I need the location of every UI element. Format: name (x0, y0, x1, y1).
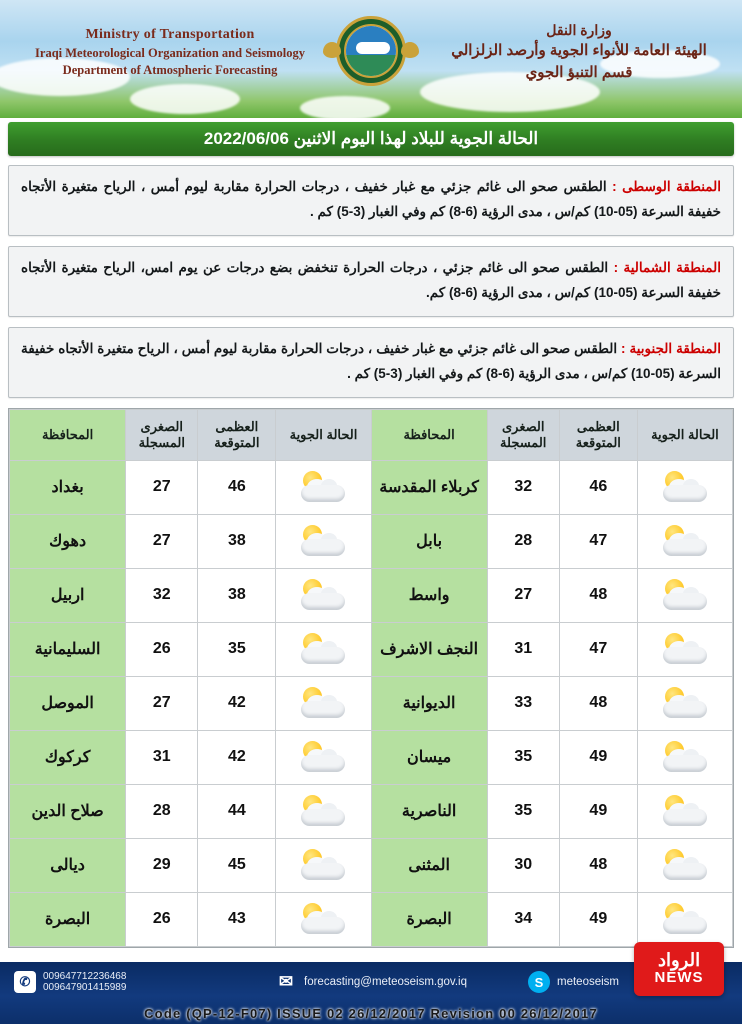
region-label-northern: المنطقة الشمالية : (613, 259, 721, 275)
sun-behind-cloud-icon (297, 632, 349, 666)
cell-gov-right: السليمانية (10, 622, 126, 676)
cell-state-right (276, 838, 371, 892)
table-row (10, 892, 733, 946)
cell-min-right: 26 (126, 892, 198, 946)
cell-state-right (276, 514, 371, 568)
cell-state-right (276, 622, 371, 676)
region-text-southern: الطقس صحو الى غائم جزئي مع غبار خفيف ، درجات الحرارة مقاربة ليوم أمس ، الرياح متغيرة الأتجاه خفيفة السرعة (05-10) كم/س ، مدى الرؤية (6-8) كم وفي الغبار (3-5) كم . (21, 340, 721, 381)
document-code-text: Code (QP-12-F07) ISSUE 02 26/12/2017 Revision 00 26/12/2017 (144, 1005, 598, 1021)
col-header-max-left (559, 409, 637, 460)
cell-max-left: 48 (559, 676, 637, 730)
col-header-max-right-l2: المتوقعة (214, 434, 260, 450)
cell-min-right: 27 (126, 676, 198, 730)
sun-behind-cloud-icon (659, 848, 711, 882)
cell-max-right: 35 (198, 622, 276, 676)
table-row (10, 568, 733, 622)
ministry-title-arabic (434, 20, 724, 84)
table-row (10, 460, 733, 514)
cell-max-right: 44 (198, 784, 276, 838)
cell-max-left: 46 (559, 460, 637, 514)
cell-state-left (637, 784, 732, 838)
col-header-min-left (487, 409, 559, 460)
cell-gov-right: اربيل (10, 568, 126, 622)
cell-gov-right: كركوك (10, 730, 126, 784)
col-header-gov-right: المحافظة (10, 409, 126, 460)
cell-gov-left: النجف الاشرف (371, 622, 487, 676)
skype-handle[interactable]: meteoseism (557, 976, 619, 988)
ministry-ar-line-1: وزارة النقل (546, 22, 612, 38)
cell-max-right: 42 (198, 676, 276, 730)
cell-max-right: 45 (198, 838, 276, 892)
region-label-southern: المنطقة الجنوبية : (621, 340, 721, 356)
cell-state-left (637, 892, 732, 946)
sun-behind-cloud-icon (297, 794, 349, 828)
col-header-min-right (126, 409, 198, 460)
cloud-decor (130, 84, 240, 114)
col-header-max-left-l1: العظمى (576, 418, 620, 434)
region-text-northern: الطقس صحو الى غائم جزئي ، درجات الحرارة تنخفض بضع درجات عن يوم امس، الرياح متغيرة الأتجاه خفيفة السرعة (05-10) كم/س ، مدى الرؤية (6-8) كم. (21, 259, 721, 300)
cell-state-left (637, 514, 732, 568)
sun-behind-cloud-icon (297, 524, 349, 558)
col-header-state-left: الحالة الجوية (637, 409, 732, 460)
news-badge-arabic: الرواد (657, 950, 701, 970)
table-row (10, 676, 733, 730)
news-watermark-badge (634, 942, 724, 996)
region-text-central: الطقس صحو الى غائم جزئي مع غبار خفيف ، درجات الحرارة مقاربة ليوم أمس ، الرياح متغيرة الأتجاه خفيفة السرعة (05-10) كم/س ، مدى الرؤية (6-8) كم وفي الغبار (3-5) كم . (21, 179, 721, 219)
cell-max-right: 38 (198, 514, 276, 568)
cell-state-left (637, 730, 732, 784)
col-header-max-left-l2: المتوقعة (575, 434, 621, 450)
col-header-max-right-l1: العظمى (215, 418, 259, 434)
table-row (10, 514, 733, 568)
cell-gov-left: واسط (371, 568, 487, 622)
cell-gov-right: ديالى (10, 838, 126, 892)
cell-min-right: 27 (126, 460, 198, 514)
ministry-line-1: Ministry of Transportation (85, 27, 255, 42)
sun-behind-cloud-icon (297, 470, 349, 504)
table-row (10, 730, 733, 784)
phone-number-1: 009647712236468 (43, 970, 127, 982)
sun-behind-cloud-icon (659, 470, 711, 504)
skype-icon: S (528, 971, 550, 993)
footer-phone (14, 971, 214, 994)
cell-gov-right: الموصل (10, 676, 126, 730)
cell-max-left: 47 (559, 514, 637, 568)
cell-gov-left: الديوانية (371, 676, 487, 730)
cell-max-right: 43 (198, 892, 276, 946)
cell-max-right: 38 (198, 568, 276, 622)
cell-min-left: 27 (487, 568, 559, 622)
cell-max-left: 48 (559, 838, 637, 892)
cell-state-left (637, 838, 732, 892)
col-header-min-left-l2: المسجلة (500, 434, 547, 450)
document-code-line (0, 1002, 742, 1024)
page-footer (0, 962, 742, 1024)
forecast-block-northern (8, 246, 734, 317)
ministry-line-3: Department of Atmospheric Forecasting (62, 62, 278, 77)
cell-gov-left: المثنى (371, 838, 487, 892)
cell-max-left: 47 (559, 622, 637, 676)
cell-min-right: 31 (126, 730, 198, 784)
col-header-min-right-l2: المسجلة (138, 434, 185, 450)
cell-gov-right: صلاح الدين (10, 784, 126, 838)
table-row (10, 784, 733, 838)
page-header (0, 0, 742, 118)
sun-behind-cloud-icon (659, 578, 711, 612)
cell-state-left (637, 460, 732, 514)
cell-gov-left: البصرة (371, 892, 487, 946)
cell-max-left: 48 (559, 568, 637, 622)
news-badge-english: NEWS (654, 969, 704, 986)
cell-min-right: 28 (126, 784, 198, 838)
cell-gov-left: بابل (371, 514, 487, 568)
col-header-min-right-l1: الصغرى (140, 418, 183, 434)
cell-max-right: 42 (198, 730, 276, 784)
cell-max-left: 49 (559, 784, 637, 838)
cell-min-right: 29 (126, 838, 198, 892)
cell-min-left: 30 (487, 838, 559, 892)
sun-behind-cloud-icon (659, 740, 711, 774)
cell-min-left: 35 (487, 784, 559, 838)
sun-behind-cloud-icon (297, 740, 349, 774)
sun-behind-cloud-icon (659, 794, 711, 828)
cell-state-right (276, 730, 371, 784)
envelope-icon: ✉ (278, 972, 294, 991)
cell-state-right (276, 784, 371, 838)
temperatures-table (8, 408, 734, 948)
cell-gov-right: دهوك (10, 514, 126, 568)
cell-max-left: 49 (559, 730, 637, 784)
col-header-min-left-l1: الصغرى (502, 418, 545, 434)
region-label-central: المنطقة الوسطى : (612, 179, 721, 194)
sun-behind-cloud-icon (659, 632, 711, 666)
cell-state-right (276, 892, 371, 946)
forecast-block-central (8, 165, 734, 236)
email-address[interactable]: forecasting@meteoseism.gov.iq (304, 976, 467, 988)
sun-behind-cloud-icon (297, 902, 349, 936)
cell-min-right: 26 (126, 622, 198, 676)
col-header-gov-left: المحافظة (371, 409, 487, 460)
forecast-blocks (8, 165, 734, 398)
cell-min-left: 28 (487, 514, 559, 568)
table-body (10, 460, 733, 946)
cloud-decor (300, 96, 390, 118)
cell-state-left (637, 676, 732, 730)
cell-gov-left: الناصرية (371, 784, 487, 838)
cell-state-left (637, 568, 732, 622)
table-row (10, 838, 733, 892)
cell-state-right (276, 676, 371, 730)
sun-behind-cloud-icon (297, 578, 349, 612)
cell-gov-right: البصرة (10, 892, 126, 946)
cell-gov-left: كربلاء المقدسة (371, 460, 487, 514)
cell-min-left: 35 (487, 730, 559, 784)
cell-gov-right: بغداد (10, 460, 126, 514)
ministry-ar-line-3: قسم التنبؤ الجوي (525, 64, 633, 82)
forecast-block-southern (8, 327, 734, 398)
cell-max-left: 49 (559, 892, 637, 946)
col-header-state-right: الحالة الجوية (276, 409, 371, 460)
footer-email[interactable] (224, 971, 518, 993)
cell-max-right: 46 (198, 460, 276, 514)
sun-behind-cloud-icon (659, 686, 711, 720)
cell-min-left: 33 (487, 676, 559, 730)
ministry-line-2: Iraqi Meteorological Organization and Seismology (35, 45, 305, 60)
table-header-row (10, 409, 733, 460)
imos-logo-icon (323, 16, 419, 94)
cell-min-right: 32 (126, 568, 198, 622)
phone-number-2: 009647901415989 (43, 982, 127, 993)
sun-behind-cloud-icon (659, 902, 711, 936)
ministry-ar-line-2: الهيئة العامة للأنواء الجوية وأرصد الزلزالي (451, 42, 707, 60)
cell-min-left: 34 (487, 892, 559, 946)
sun-behind-cloud-icon (659, 524, 711, 558)
col-header-max-right (198, 409, 276, 460)
cell-min-right: 27 (126, 514, 198, 568)
cell-state-left (637, 622, 732, 676)
cell-state-right (276, 568, 371, 622)
ministry-title-english (20, 26, 320, 79)
page-title: الحالة الجوية للبلاد لهذا اليوم الاثنين 2022/06/06 (8, 122, 734, 156)
sun-behind-cloud-icon (297, 686, 349, 720)
cell-min-left: 32 (487, 460, 559, 514)
sun-behind-cloud-icon (297, 848, 349, 882)
cell-state-right (276, 460, 371, 514)
cell-gov-left: ميسان (371, 730, 487, 784)
table-row (10, 622, 733, 676)
cell-min-left: 31 (487, 622, 559, 676)
phone-icon: ✆ (14, 971, 36, 993)
